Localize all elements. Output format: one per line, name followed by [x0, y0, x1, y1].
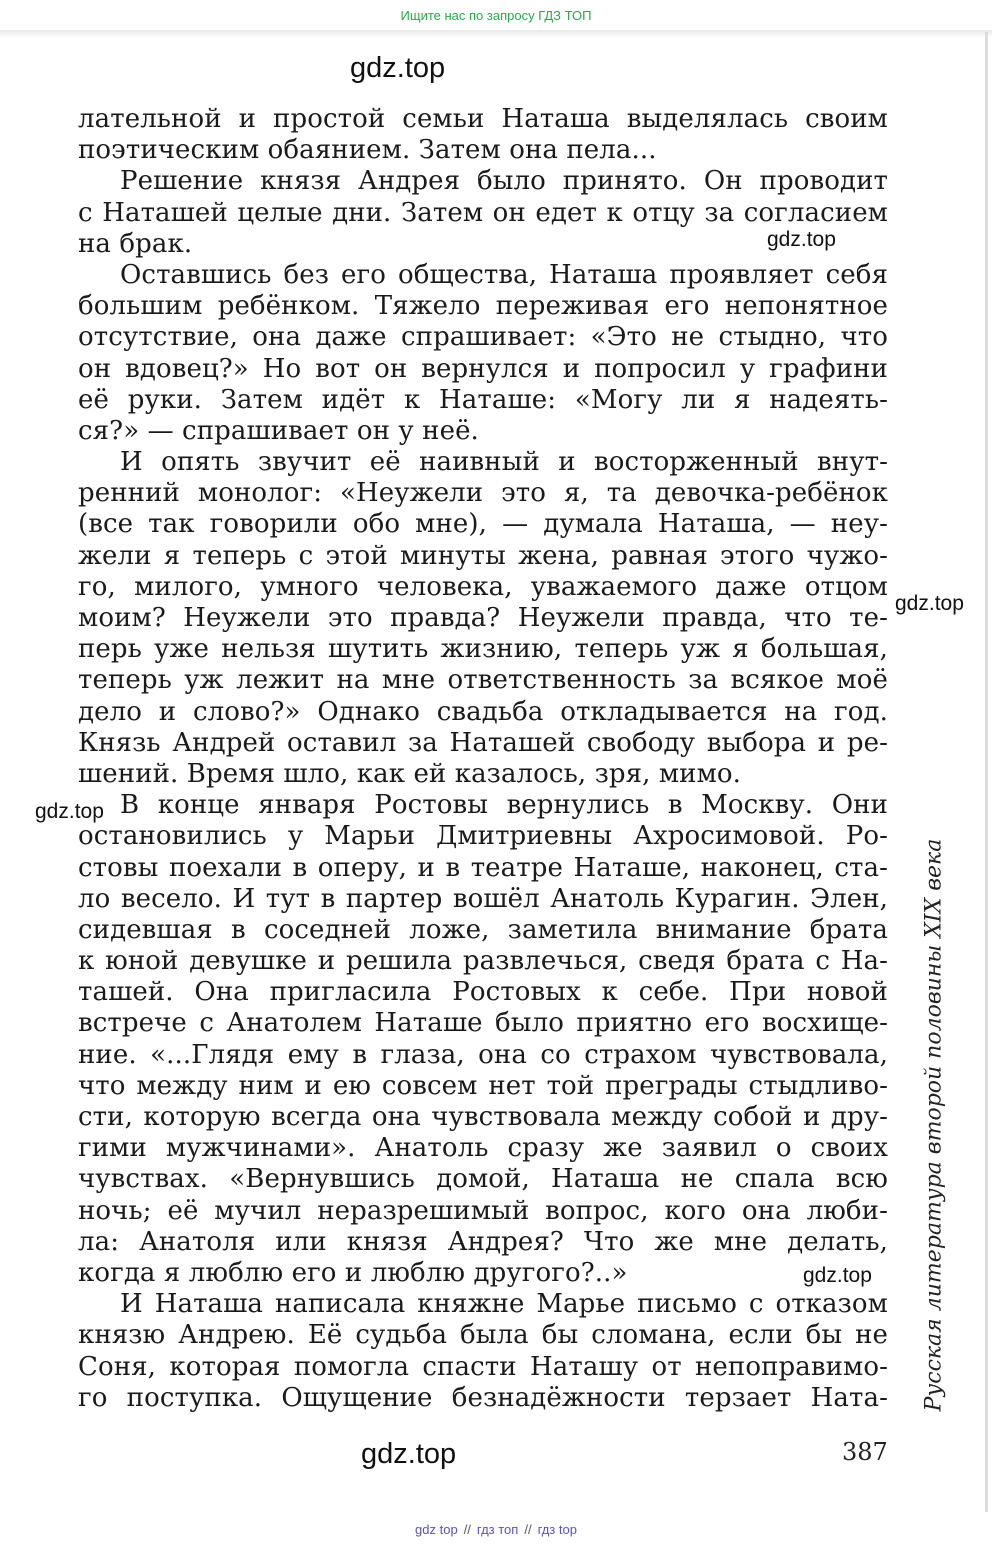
text-line: с Наташей целые дни. Затем он едет к отцу за согласием — [78, 197, 888, 228]
text-line: её руки. Затем идёт к Наташе: «Могу ли я надеять- — [78, 384, 888, 415]
text-line: что между ним и ею совсем нет той преграды стыдливо- — [78, 1070, 888, 1101]
text-line: на брак. — [78, 228, 193, 259]
text-line: князю Андрею. Её судьба была бы сломана, если бы не — [78, 1320, 888, 1351]
text-line: к юной девушке и решила развлечься, сведя брата с На- — [78, 946, 888, 977]
top-banner[interactable]: Ищите нас по запросу ГДЗ ТОП — [400, 8, 592, 23]
watermark-right-2: gdz.top — [895, 592, 964, 615]
bottom-links — [0, 1522, 992, 1537]
text-line: шений. Время шло, как ей казалось, зря, мимо. — [78, 758, 742, 789]
text-line: моим? Неужели это правда? Неужели правда, что те- — [78, 603, 888, 633]
text-line: он вдовец?» Но вот он вернулся и попросил у графини — [78, 353, 888, 384]
text-line: ренний монолог: «Неужели это я, та девочка-ребёнок — [78, 478, 888, 509]
watermark-top: gdz.top — [350, 52, 446, 84]
watermark-right-3: gdz.top — [803, 1264, 872, 1287]
text-line: го, милого, умного человека, уважаемого даже отцом — [78, 571, 888, 602]
text-line: ташей. Она пригласила Ростовых к себе. При новой — [78, 977, 888, 1008]
text-line: большим ребёнком. Тяжело переживая его непонятное — [78, 291, 888, 322]
text-line: (все так говорили обо мне), — думала Наташа, — неу- — [78, 509, 888, 540]
bottom-link[interactable]: гдз top — [537, 1522, 577, 1537]
page-edge — [985, 32, 988, 1512]
text-line: Соня, которая помогла спасти Наташу от непоправимо- — [78, 1351, 888, 1382]
text-line: Оставшись без его общества, Наташа проявляет себя — [120, 259, 888, 290]
page-body-text — [78, 104, 888, 1414]
text-line: стовы поехали в оперу, и в театре Наташе, наконец, ста- — [78, 852, 888, 883]
text-line: сти, которую всегда она чувствовала между собой и дру- — [78, 1102, 888, 1132]
text-line: жели я теперь с этой минуты жена, равная этого чужо- — [78, 540, 888, 571]
text-line: остановились у Марьи Дмитриевны Ахросимовой. Ро- — [78, 821, 888, 852]
text-line: когда я люблю его и люблю другого?..» — [78, 1257, 628, 1288]
page-number: 387 — [842, 1438, 888, 1466]
banner-shadow — [0, 30, 992, 38]
text-line: И Наташа написала княжне Марье письмо с отказом — [120, 1289, 888, 1320]
text-line: ночь; её мучил неразрешимый вопрос, кого она люби- — [78, 1195, 888, 1226]
text-line: сидевшая в соседней ложе, заметила внимание брата — [78, 914, 888, 945]
text-line: встрече с Анатолем Наташе было приятно его восхище- — [78, 1008, 888, 1039]
bottom-link[interactable]: gdz top — [415, 1522, 458, 1537]
side-section-title: Русская литература второй половины XIX века — [921, 838, 947, 1412]
watermark-bottom: gdz.top — [361, 1438, 457, 1470]
text-line: гими мужчинами». Анатоль сразу же заявил о своих — [78, 1133, 888, 1164]
text-line: ла: Анатоля или князя Андрея? Что же мне делать, — [78, 1226, 888, 1257]
text-line: ние. «...Глядя ему в глаза, она со страхом чувствовала, — [78, 1039, 888, 1070]
text-line: В конце января Ростовы вернулись в Москву. Они — [120, 790, 888, 821]
bottom-link[interactable]: гдз топ — [476, 1522, 519, 1537]
watermark-right-1: gdz.top — [767, 228, 836, 251]
link-separator: // — [524, 1522, 532, 1537]
text-line: ся?» — спрашивает он у неё. — [78, 415, 479, 446]
watermark-left: gdz.top — [35, 800, 104, 823]
text-line: поэтическим обаянием. Затем она пела... — [78, 135, 657, 166]
text-line: Решение князя Андрея было принято. Он проводит — [120, 166, 888, 197]
text-line: дело и слово?» Однако свадьба откладывается на год. — [78, 696, 888, 727]
text-line: Князь Андрей оставил за Наташей свободу выбора и ре- — [78, 727, 888, 758]
text-line: ло весело. И тут в партер вошёл Анатоль Курагин. Элен, — [78, 883, 888, 914]
text-line: лательной и простой семьи Наташа выделялась своим — [78, 104, 888, 134]
text-line: отсутствие, она даже спрашивает: «Это не стыдно, что — [78, 322, 888, 353]
link-separator: // — [463, 1522, 471, 1537]
text-line: го поступка. Ощущение безнадёжности терзает Ната- — [78, 1382, 888, 1413]
text-line: И опять звучит её наивный и восторженный внут- — [120, 447, 888, 478]
text-line: перь уже нельзя шутить жизнию, теперь уж я большая, — [78, 634, 888, 665]
text-line: чувствах. «Вернувшись домой, Наташа не спала всю — [78, 1164, 888, 1195]
text-line: теперь уж лежит на мне ответственность за всякое моё — [78, 665, 888, 696]
